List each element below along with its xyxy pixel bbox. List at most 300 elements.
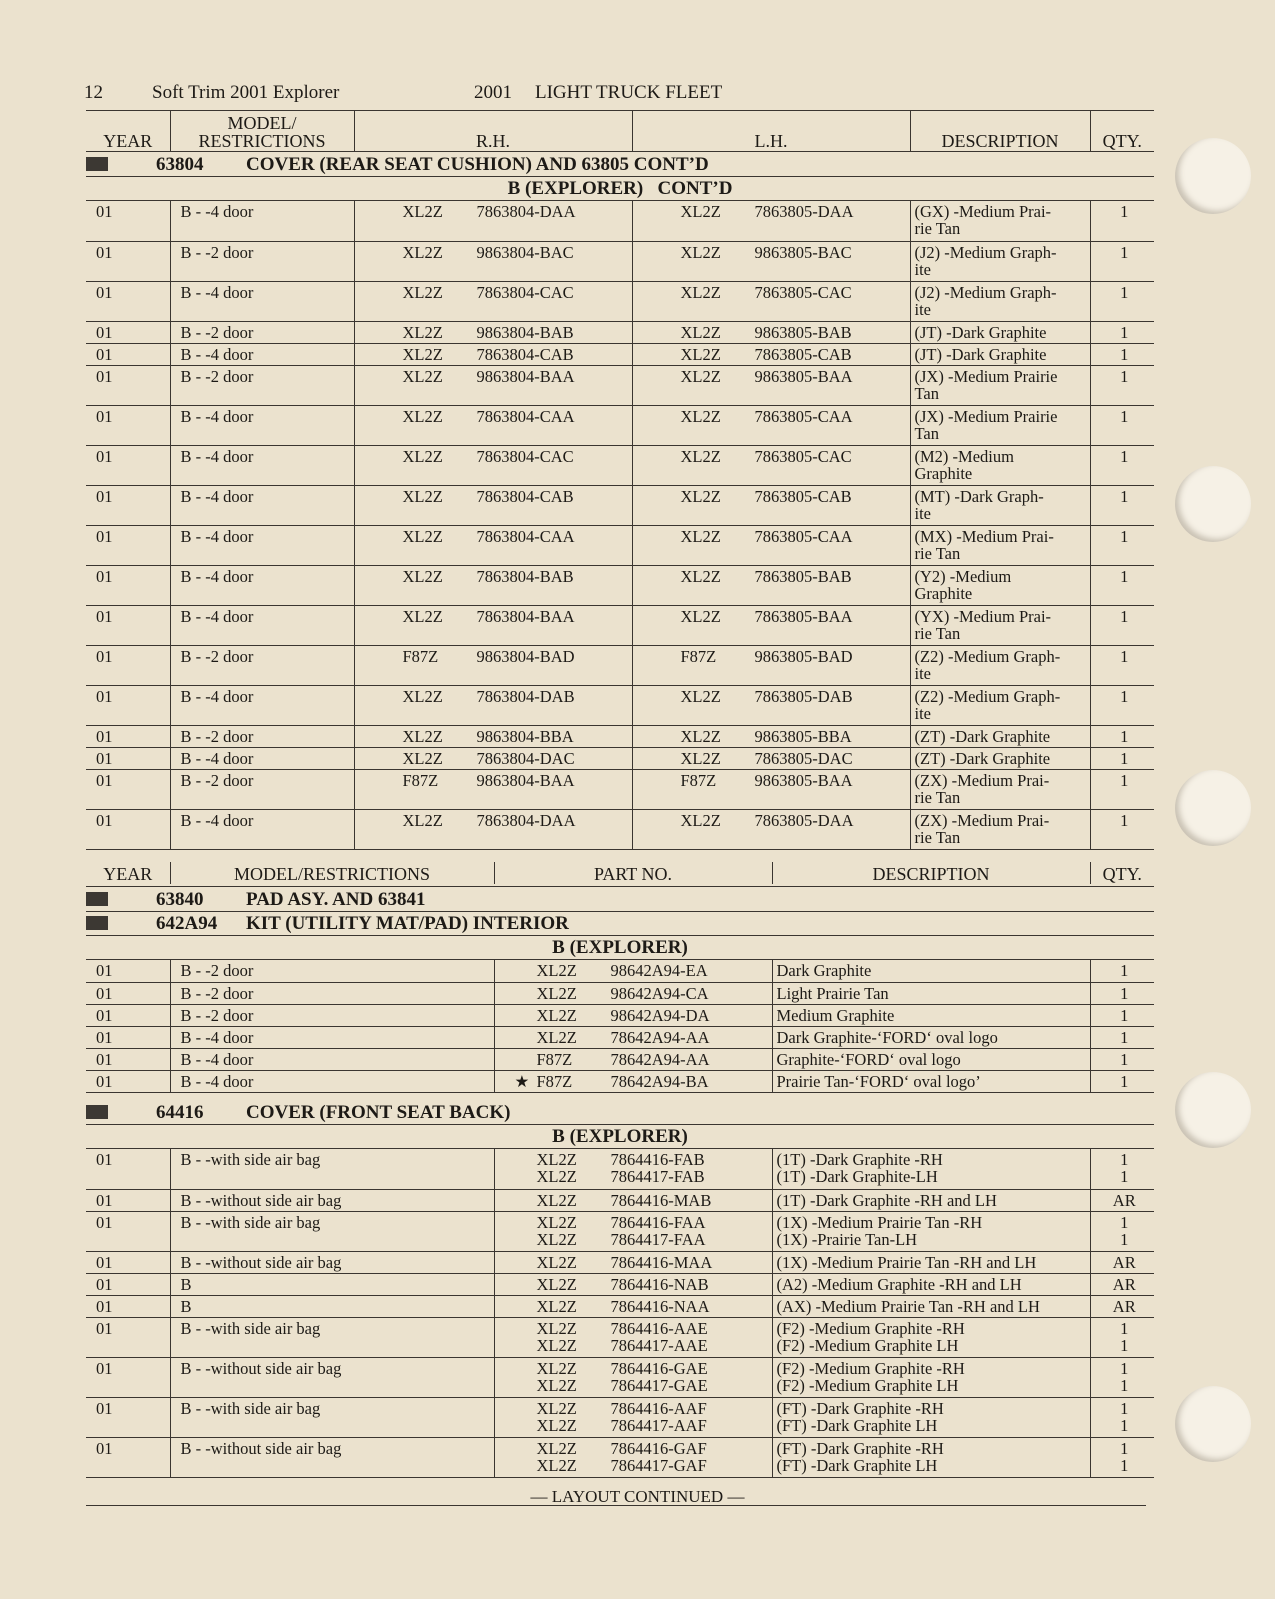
row-model: B - -2 door [170, 365, 354, 405]
row-lh-part [632, 365, 910, 405]
row-qty: 1 [1090, 1048, 1154, 1070]
row-description [910, 747, 1090, 769]
row-description [910, 445, 1090, 485]
row-rh-part [354, 747, 632, 769]
table-row [86, 445, 1154, 485]
group-title: KIT (UTILITY MAT/PAD) INTERIOR [246, 913, 569, 934]
row-description [772, 1437, 1090, 1477]
description-line: (J2) -Medium Graph- [914, 282, 1057, 302]
description-line: (Y2) -Medium [914, 566, 1012, 586]
row-part [494, 1004, 772, 1026]
group-marker-icon [86, 892, 108, 906]
part-line [537, 1360, 766, 1377]
row-model: B - -2 door [170, 769, 354, 809]
qty-line: 1 [1120, 1335, 1129, 1355]
table-row [86, 1026, 1154, 1048]
qty-line: 1 [1120, 1167, 1129, 1186]
row-part [494, 1251, 772, 1273]
layout-continued: — LAYOUT CONTINUED — [530, 1487, 745, 1506]
description-line: (1X) -Prairie Tan-LH [776, 1229, 918, 1249]
part-prefix: XL2Z [536, 1415, 577, 1435]
row-description: Dark Graphite-‘FORD‘ oval logo [772, 1026, 1090, 1048]
description-line: (1T) -Dark Graphite -RH [776, 1150, 943, 1169]
row-qty: 1 [1090, 960, 1154, 982]
row-lh-part [632, 321, 910, 343]
group-number: 64416 [156, 1102, 204, 1123]
qty-line: AR [1112, 1252, 1136, 1272]
row-qty: 1 [1090, 747, 1154, 769]
qty-line: 1 [1120, 1358, 1129, 1378]
part-prefix: XL2Z [402, 406, 443, 426]
part-prefix: XL2Z [680, 748, 721, 768]
part-prefix: XL2Z [402, 322, 443, 342]
subgroup-label: B (EXPLORER) [552, 937, 688, 958]
row-year: 01 [86, 1273, 170, 1295]
row-description [772, 1211, 1090, 1251]
subgroup-label: B (EXPLORER) [552, 1126, 688, 1147]
row-model: B - -4 door [170, 685, 354, 725]
row-qty [1090, 1149, 1154, 1189]
row-part [494, 1437, 772, 1477]
row-description: Dark Graphite [772, 960, 1090, 982]
part-number: 7864416-GAF [610, 1438, 707, 1458]
row-qty: 1 [1090, 982, 1154, 1004]
row-year: 01 [86, 809, 170, 849]
part-number: 7863804-CAA [476, 526, 575, 546]
row-description: Prairie Tan-‘FORD‘ oval logo’ [772, 1070, 1090, 1092]
part-prefix: XL2Z [680, 202, 721, 221]
part-line [537, 1457, 766, 1474]
row-part [494, 1211, 772, 1251]
row-description [772, 1397, 1090, 1437]
table-row [86, 525, 1154, 565]
part-number: 7863804-BAA [476, 606, 575, 626]
description-line: (M2) -Medium [914, 446, 1014, 466]
col-description: DESCRIPTION [910, 111, 1090, 151]
part-prefix: XL2Z [680, 242, 721, 262]
group-number: 642A94 [156, 913, 218, 934]
description-line: (F2) -Medium Graphite -RH [776, 1318, 965, 1338]
row-model: B - -4 door [170, 605, 354, 645]
part-prefix: XL2Z [536, 1229, 577, 1249]
part-number: 7863805-BAB [754, 566, 852, 586]
col-year: YEAR [86, 111, 170, 151]
row-part [494, 960, 772, 982]
row-year: 01 [86, 685, 170, 725]
row-model: B - -without side air bag [170, 1437, 494, 1477]
row-lh-part [632, 405, 910, 445]
part-prefix: F87Z [536, 1049, 573, 1069]
row-year: 01 [86, 1397, 170, 1437]
part-line [537, 1254, 766, 1271]
column-rule [86, 151, 1154, 152]
row-model: B - -4 door [170, 405, 354, 445]
description-line: (FT) -Dark Graphite -RH [776, 1438, 944, 1458]
table-row [86, 685, 1154, 725]
row-part [494, 1295, 772, 1317]
part-number: 7863804-DAC [476, 748, 575, 768]
part-prefix: XL2Z [402, 282, 443, 302]
row-description [910, 485, 1090, 525]
row-rh-part [354, 281, 632, 321]
part-prefix: XL2Z [536, 1190, 577, 1210]
description-line: (ZT) -Dark Graphite [914, 748, 1051, 768]
part-number: 9863804-BAA [476, 366, 575, 386]
row-qty: 1 [1090, 365, 1154, 405]
row-lh-part [632, 605, 910, 645]
part-prefix: XL2Z [680, 322, 721, 342]
description-line: (1T) -Dark Graphite-LH [776, 1167, 938, 1186]
row-lh-part [632, 343, 910, 365]
col-model-bottom: RESTRICTIONS [198, 131, 326, 151]
row-model: B - -4 door [170, 565, 354, 605]
part-prefix: XL2Z [536, 1438, 577, 1458]
part-prefix: XL2Z [536, 1358, 577, 1378]
description-line: Graphite [914, 583, 973, 603]
description-line: (JX) -Medium Prairie [914, 406, 1058, 426]
row-year: 01 [86, 747, 170, 769]
row-model: B - -without side air bag [170, 1251, 494, 1273]
part-number: 7863805-DAA [754, 202, 854, 221]
col-year: YEAR [86, 862, 170, 884]
row-description [910, 405, 1090, 445]
section-title: Soft Trim 2001 Explorer [152, 82, 340, 103]
part-number: 78642A94-AA [610, 1049, 710, 1069]
description-line: (F2) -Medium Graphite LH [776, 1335, 959, 1355]
table-row [86, 1357, 1154, 1397]
row-year: 01 [86, 1295, 170, 1317]
description-line: (J2) -Medium Graph- [914, 242, 1057, 262]
part-line [537, 1337, 766, 1354]
row-qty [1090, 1273, 1154, 1295]
row-year: 01 [86, 201, 170, 241]
row-rh-part [354, 343, 632, 365]
description-line: (MX) -Medium Prai- [914, 526, 1054, 546]
row-description [910, 685, 1090, 725]
row-model: B - -without side air bag [170, 1357, 494, 1397]
part-prefix: XL2Z [402, 686, 443, 706]
row-lh-part [632, 241, 910, 281]
row-model: B - -4 door [170, 281, 354, 321]
col-lh: L.H. [632, 111, 910, 151]
part-prefix: XL2Z [402, 810, 443, 830]
subgroup-explorer [86, 1126, 1154, 1149]
part-number: 7863804-CAC [476, 282, 574, 302]
row-part [494, 1048, 772, 1070]
description-line: Graphite [914, 463, 973, 483]
row-rh-part [354, 365, 632, 405]
col-part-no: PART NO. [494, 862, 772, 884]
table-row [86, 982, 1154, 1004]
table3-body [86, 1149, 1154, 1478]
row-qty [1090, 1251, 1154, 1273]
part-prefix: XL2Z [536, 983, 577, 1003]
part-line [537, 1214, 766, 1231]
table-row [86, 1273, 1154, 1295]
part-number: 78642A94-AA [610, 1027, 710, 1047]
row-year: 01 [86, 241, 170, 281]
part-line [537, 1440, 766, 1457]
part-number: 9863805-BAA [754, 366, 853, 386]
subgroup-explorer [86, 937, 1154, 960]
row-lh-part [632, 645, 910, 685]
row-lh-part [632, 747, 910, 769]
row-model: B - -2 door [170, 241, 354, 281]
row-qty: 1 [1090, 343, 1154, 365]
row-rh-part [354, 769, 632, 809]
description-line: Tan [914, 423, 940, 443]
row-qty: 1 [1090, 1026, 1154, 1048]
part-number: 9863805-BAC [754, 242, 852, 262]
row-qty [1090, 1295, 1154, 1317]
part-number: 7863804-BAB [476, 566, 574, 586]
part-prefix: XL2Z [536, 1375, 577, 1395]
qty-line: AR [1112, 1296, 1136, 1316]
row-model: B - -2 door [170, 1004, 494, 1026]
row-part [494, 1026, 772, 1048]
table-row [86, 1397, 1154, 1437]
row-rh-part [354, 525, 632, 565]
table-row [86, 201, 1154, 241]
part-line [537, 1192, 766, 1209]
part-line [537, 1298, 766, 1315]
qty-line: 1 [1120, 1318, 1129, 1338]
row-year: 01 [86, 1317, 170, 1357]
row-qty: 1 [1090, 241, 1154, 281]
group-marker-icon [86, 157, 108, 171]
part-number: 7863805-CAA [754, 526, 853, 546]
row-year: 01 [86, 485, 170, 525]
part-line [537, 1417, 766, 1434]
part-prefix: XL2Z [536, 1455, 577, 1475]
description-line: (MT) -Dark Graph- [914, 486, 1044, 506]
row-model: B - -4 door [170, 525, 354, 565]
table-row [86, 1437, 1154, 1477]
qty-line: 1 [1120, 1150, 1129, 1169]
subgroup-label: B (EXPLORER) [507, 178, 644, 199]
row-year: 01 [86, 769, 170, 809]
table2-body [86, 960, 1154, 1093]
part-number: 7864416-MAA [610, 1252, 713, 1272]
description-line: ite [914, 703, 931, 723]
part-number: 7864416-FAB [610, 1150, 705, 1169]
part-prefix: XL2Z [680, 344, 721, 364]
part-prefix: F87Z [680, 646, 717, 666]
part-number: 7864416-AAF [610, 1398, 707, 1418]
row-part [494, 1149, 772, 1189]
row-part [494, 1070, 772, 1092]
part-number: 98642A94-CA [610, 983, 709, 1003]
row-description [910, 809, 1090, 849]
binder-hole [1175, 466, 1251, 542]
group-number: 63804 [156, 154, 204, 175]
part-prefix: XL2Z [536, 1296, 577, 1316]
row-qty: 1 [1090, 565, 1154, 605]
table-row [86, 365, 1154, 405]
part-prefix: XL2Z [680, 526, 721, 546]
description-line: (YX) -Medium Prai- [914, 606, 1052, 626]
part-number: 78642A94-BA [610, 1071, 709, 1091]
row-part [494, 1317, 772, 1357]
part-prefix: XL2Z [680, 366, 721, 386]
qty-line: 1 [1120, 1455, 1129, 1475]
table-row [86, 281, 1154, 321]
row-lh-part [632, 485, 910, 525]
table-row [86, 343, 1154, 365]
group-63804 [86, 154, 1154, 177]
table-row [86, 747, 1154, 769]
row-qty [1090, 1189, 1154, 1211]
row-model: B - -with side air bag [170, 1211, 494, 1251]
description-line: (1X) -Medium Prairie Tan -RH and LH [776, 1252, 1037, 1272]
part-number: 7864417-AAF [610, 1415, 707, 1435]
part-number: 9863804-BAA [476, 770, 575, 790]
table-row [86, 725, 1154, 747]
binder-hole [1175, 1386, 1251, 1462]
part-line [537, 1400, 766, 1417]
description-line: (FT) -Dark Graphite LH [776, 1415, 938, 1435]
part-number: 7863805-DAC [754, 748, 853, 768]
row-year: 01 [86, 321, 170, 343]
table-row [86, 1070, 1154, 1092]
part-prefix: XL2Z [680, 686, 721, 706]
row-description [910, 645, 1090, 685]
table-row [86, 769, 1154, 809]
description-line: ite [914, 663, 931, 683]
row-year: 01 [86, 1251, 170, 1273]
row-qty [1090, 1317, 1154, 1357]
row-lh-part [632, 525, 910, 565]
col-model [170, 111, 354, 151]
part-prefix: XL2Z [680, 406, 721, 426]
row-description [910, 281, 1090, 321]
row-year: 01 [86, 1026, 170, 1048]
part-number: 7864417-GAF [610, 1455, 707, 1475]
part-prefix: XL2Z [680, 606, 721, 626]
page-number: 12 [84, 82, 103, 103]
part-prefix: XL2Z [402, 366, 443, 386]
row-qty [1090, 1437, 1154, 1477]
row-description [772, 1251, 1090, 1273]
group-marker-icon [86, 1105, 108, 1119]
description-line: rie Tan [914, 623, 961, 643]
part-prefix: XL2Z [536, 1318, 577, 1338]
part-prefix: XL2Z [402, 606, 443, 626]
row-description [910, 343, 1090, 365]
subgroup-cont: CONT’D [657, 178, 733, 199]
description-line: (AX) -Medium Prairie Tan -RH and LH [776, 1296, 1040, 1316]
row-qty [1090, 1397, 1154, 1437]
part-number: 7864417-AAE [610, 1335, 708, 1355]
part-prefix: XL2Z [536, 1335, 577, 1355]
part-line [537, 1168, 766, 1185]
part-prefix: XL2Z [402, 526, 443, 546]
table-row [86, 1211, 1154, 1251]
row-model: B - -4 door [170, 1026, 494, 1048]
description-line: (Z2) -Medium Graph- [914, 646, 1061, 666]
row-description [910, 565, 1090, 605]
part-prefix: XL2Z [402, 446, 443, 466]
catalog-title: LIGHT TRUCK FLEET [535, 82, 723, 103]
row-part [494, 1189, 772, 1211]
group-title: PAD ASY. AND 63841 [246, 889, 426, 910]
row-year: 01 [86, 405, 170, 445]
row-year: 01 [86, 645, 170, 685]
row-year: 01 [86, 1048, 170, 1070]
part-number: 7864416-NAA [610, 1296, 710, 1316]
row-qty: 1 [1090, 405, 1154, 445]
part-number: 9863805-BAB [754, 322, 852, 342]
description-line: ite [914, 503, 931, 523]
part-number: 7864416-FAA [610, 1212, 706, 1232]
row-year: 01 [86, 365, 170, 405]
table-row [86, 1251, 1154, 1273]
table1-body [86, 201, 1154, 850]
table-row [86, 321, 1154, 343]
row-year: 01 [86, 1357, 170, 1397]
part-prefix: XL2Z [680, 486, 721, 506]
row-year: 01 [86, 605, 170, 645]
col-qty: QTY. [1102, 131, 1142, 151]
row-model: B - -4 door [170, 201, 354, 241]
part-prefix: XL2Z [536, 1167, 577, 1186]
row-part [494, 1397, 772, 1437]
row-year: 01 [86, 1149, 170, 1189]
table-row [86, 1189, 1154, 1211]
row-model: B - -with side air bag [170, 1317, 494, 1357]
row-qty: 1 [1090, 809, 1154, 849]
row-model: B - -4 door [170, 343, 354, 365]
star-icon: ★ [514, 1071, 530, 1091]
description-line: (ZX) -Medium Prai- [914, 810, 1050, 830]
row-year: 01 [86, 982, 170, 1004]
row-model: B - -2 door [170, 960, 494, 982]
description-line: (F2) -Medium Graphite LH [776, 1375, 959, 1395]
part-number: 7864416-AAE [610, 1318, 708, 1338]
part-number: 7863805-CAC [754, 446, 852, 466]
row-part [494, 982, 772, 1004]
description-line: rie Tan [914, 827, 961, 847]
row-description [910, 321, 1090, 343]
row-description [910, 241, 1090, 281]
row-rh-part [354, 565, 632, 605]
row-lh-part [632, 809, 910, 849]
part-prefix: XL2Z [536, 1005, 577, 1025]
qty-line: AR [1112, 1274, 1136, 1294]
part-number: 7863805-CAC [754, 282, 852, 302]
part-number: 9863805-BAA [754, 770, 853, 790]
part-prefix: XL2Z [680, 726, 721, 746]
part-number: 9863804-BAC [476, 242, 574, 262]
part-prefix: XL2Z [402, 566, 443, 586]
part-prefix: XL2Z [402, 202, 443, 221]
row-qty: 1 [1090, 645, 1154, 685]
row-rh-part [354, 725, 632, 747]
part-number: 7863804-CAB [476, 344, 574, 364]
part-prefix: XL2Z [402, 344, 443, 364]
row-rh-part [354, 809, 632, 849]
part-number: 7863805-DAB [754, 686, 853, 706]
row-rh-part [354, 645, 632, 685]
row-lh-part [632, 201, 910, 241]
row-lh-part [632, 445, 910, 485]
row-rh-part [354, 201, 632, 241]
table1-column-header [86, 111, 1154, 151]
row-model: B - -4 door [170, 747, 354, 769]
table-row [86, 241, 1154, 281]
description-line: (A2) -Medium Graphite -RH and LH [776, 1274, 1022, 1294]
row-description [910, 365, 1090, 405]
